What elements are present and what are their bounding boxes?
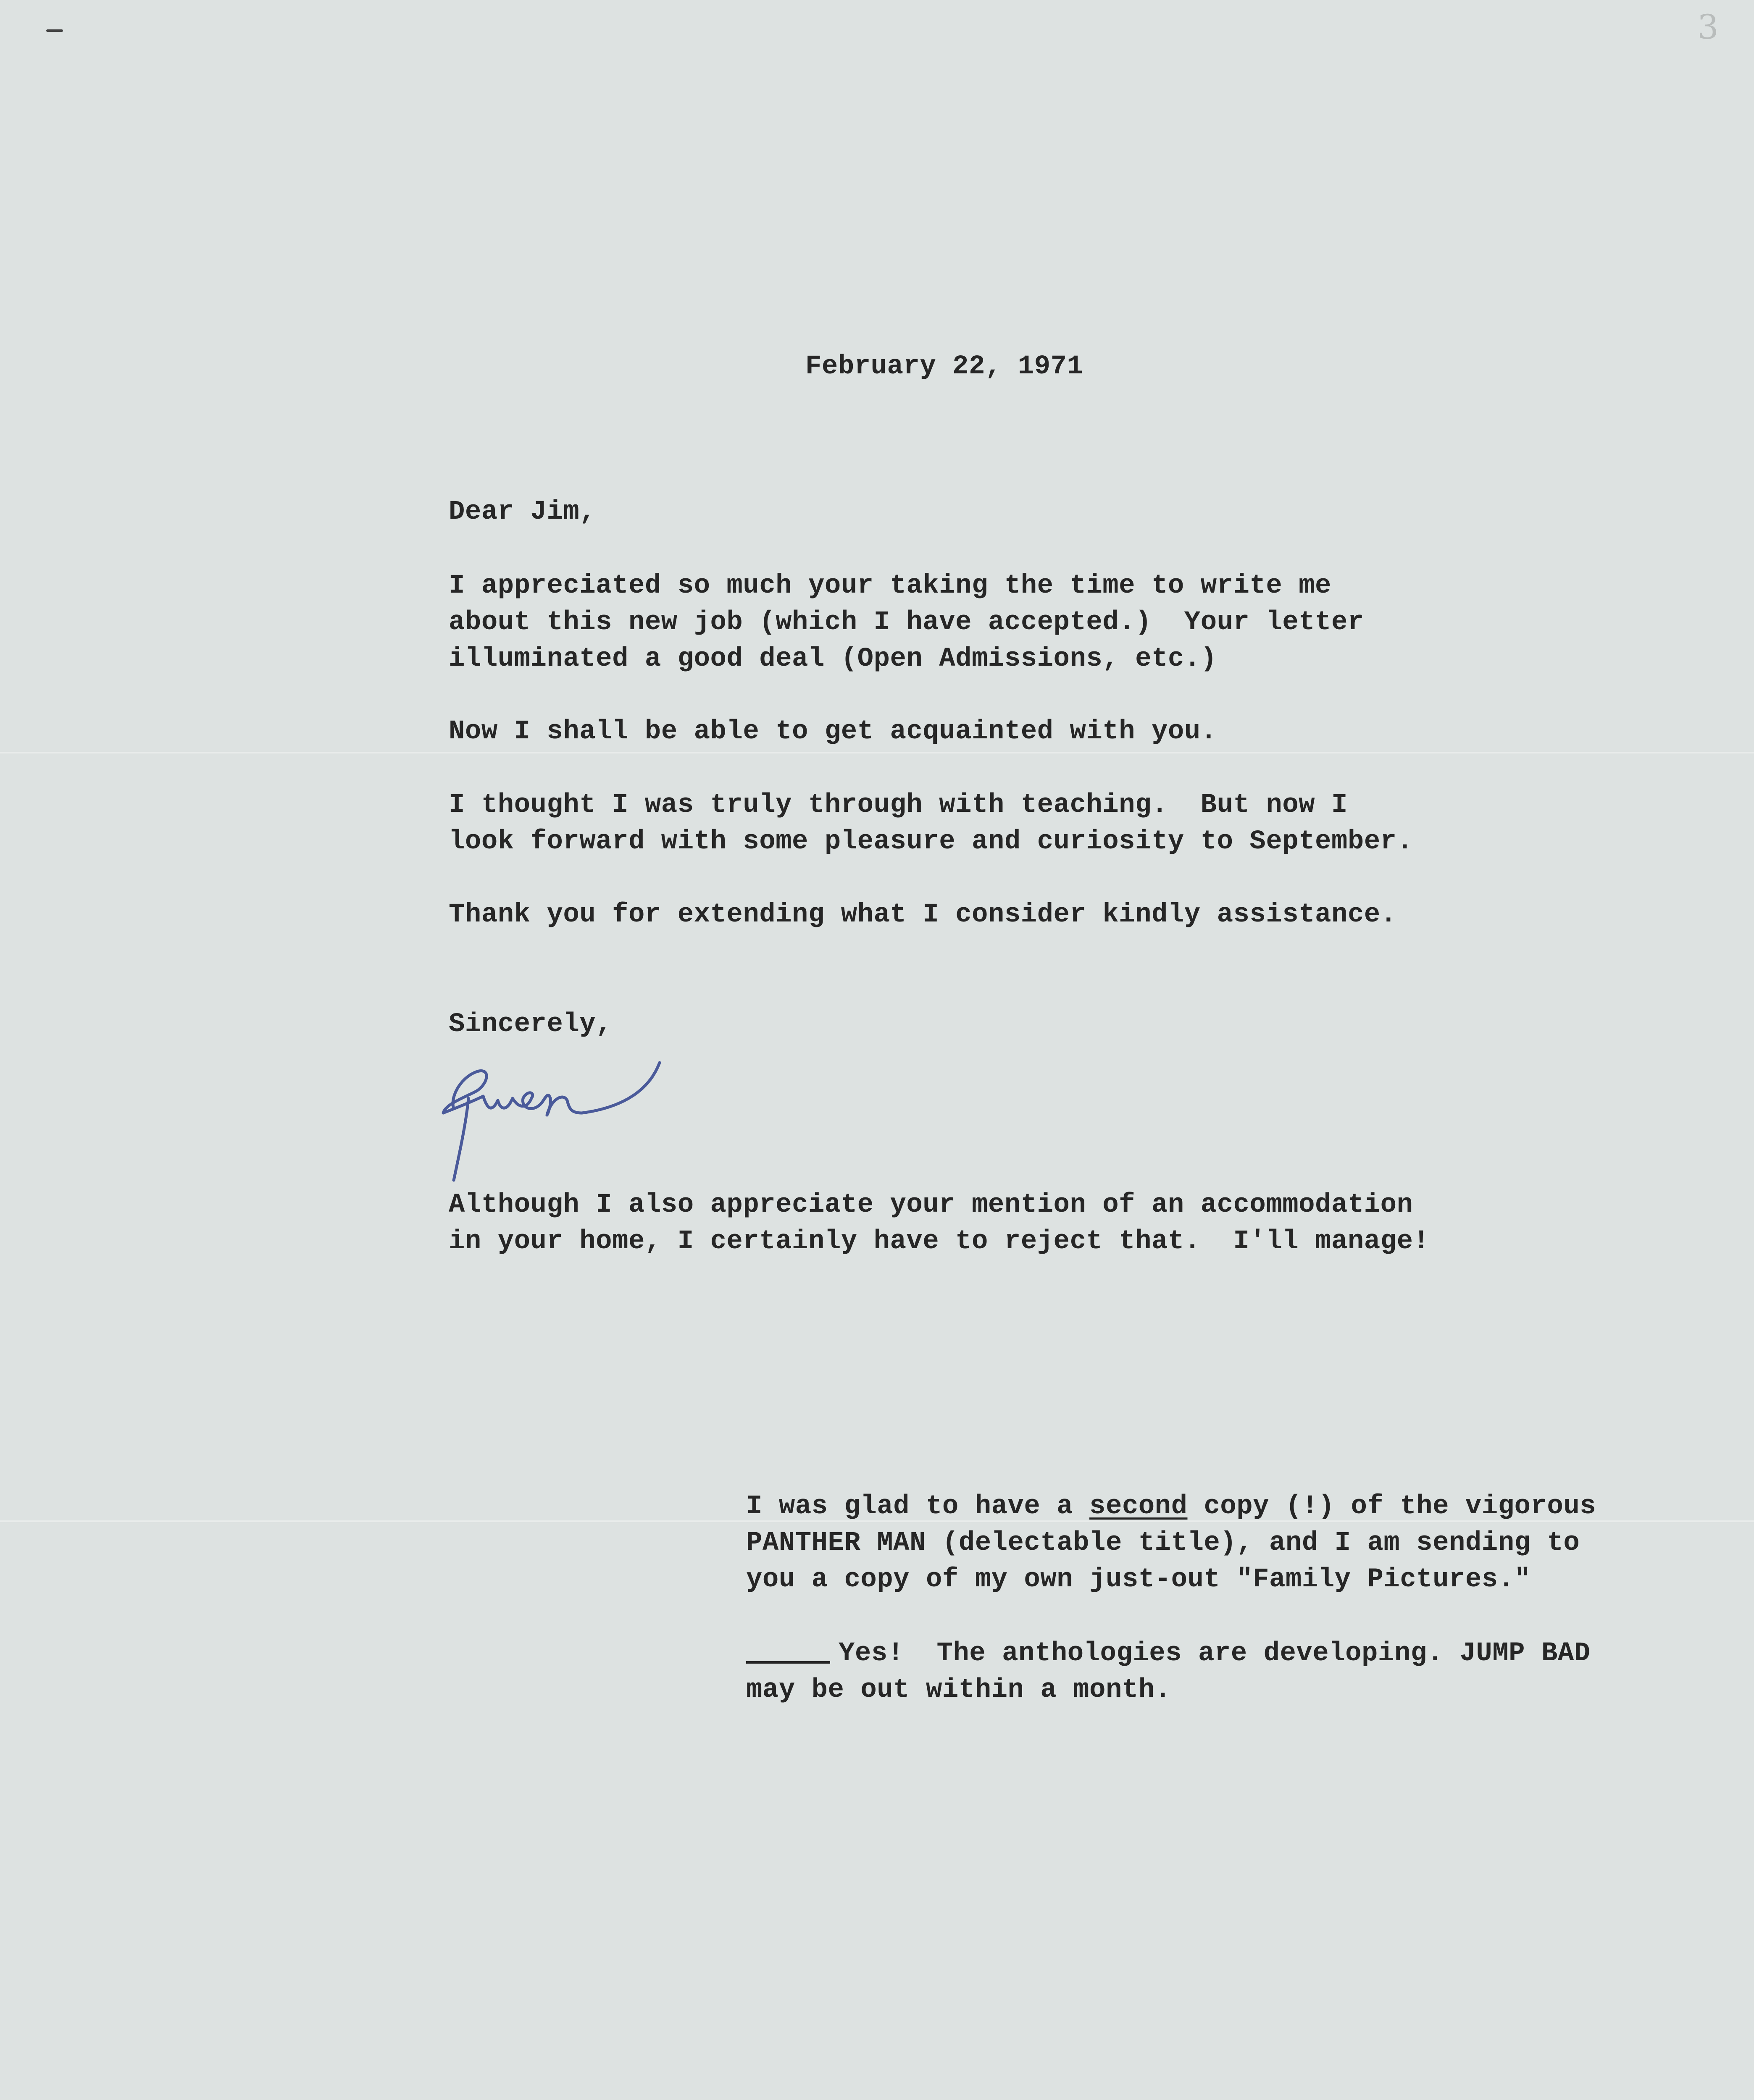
note-family-pictures [746,1488,1596,1598]
paragraph-2 [449,714,1217,750]
ink-mark [46,29,63,32]
fold-line [0,752,1754,753]
text-line [746,1635,1591,1672]
handwritten-signature [437,1046,697,1184]
blank-line [746,1661,830,1664]
page-number: 3 [1697,8,1719,47]
text-span: copy (!) of the vigorous [1187,1491,1596,1522]
text-line: I appreciated so much your taking the time to write me [449,571,1331,601]
text-line: you a copy of my own just-out "Family Pictures." [746,1564,1531,1595]
salutation: Dear Jim, [449,497,596,527]
text-line: Although I also appreciate your mention of an accommodation [449,1190,1413,1220]
paragraph-1 [449,568,1364,677]
note-anthologies [746,1635,1591,1709]
text-line: Now I shall be able to get acquainted with you. [449,717,1217,747]
text-span: I was glad to have a [746,1491,1090,1522]
underlined-word: second [1089,1491,1188,1522]
postscript [449,1187,1429,1260]
text-line: may be out within a month. [746,1675,1171,1705]
letter-date: February 22, 1971 [805,352,1083,382]
text-line: illuminated a good deal (Open Admissions, etc.) [449,644,1217,674]
paragraph-4 [449,897,1397,933]
text-line [746,1488,1596,1525]
text-span: Yes! The anthologies are developing. JUMP BAD [839,1638,1591,1669]
paragraph-3 [449,787,1413,860]
text-line: I thought I was truly through with teaching. But now I [449,790,1348,820]
text-line: PANTHER MAN (delectable title), and I am sending to [746,1528,1580,1558]
text-line: look forward with some pleasure and curiosity to September. [449,827,1413,857]
text-line: Thank you for extending what I consider kindly assistance. [449,900,1397,930]
text-line: about this new job (which I have accepted.) Your letter [449,607,1364,638]
closing: Sincerely, [449,1009,613,1040]
text-line: in your home, I certainly have to reject that. I'll manage! [449,1226,1430,1257]
